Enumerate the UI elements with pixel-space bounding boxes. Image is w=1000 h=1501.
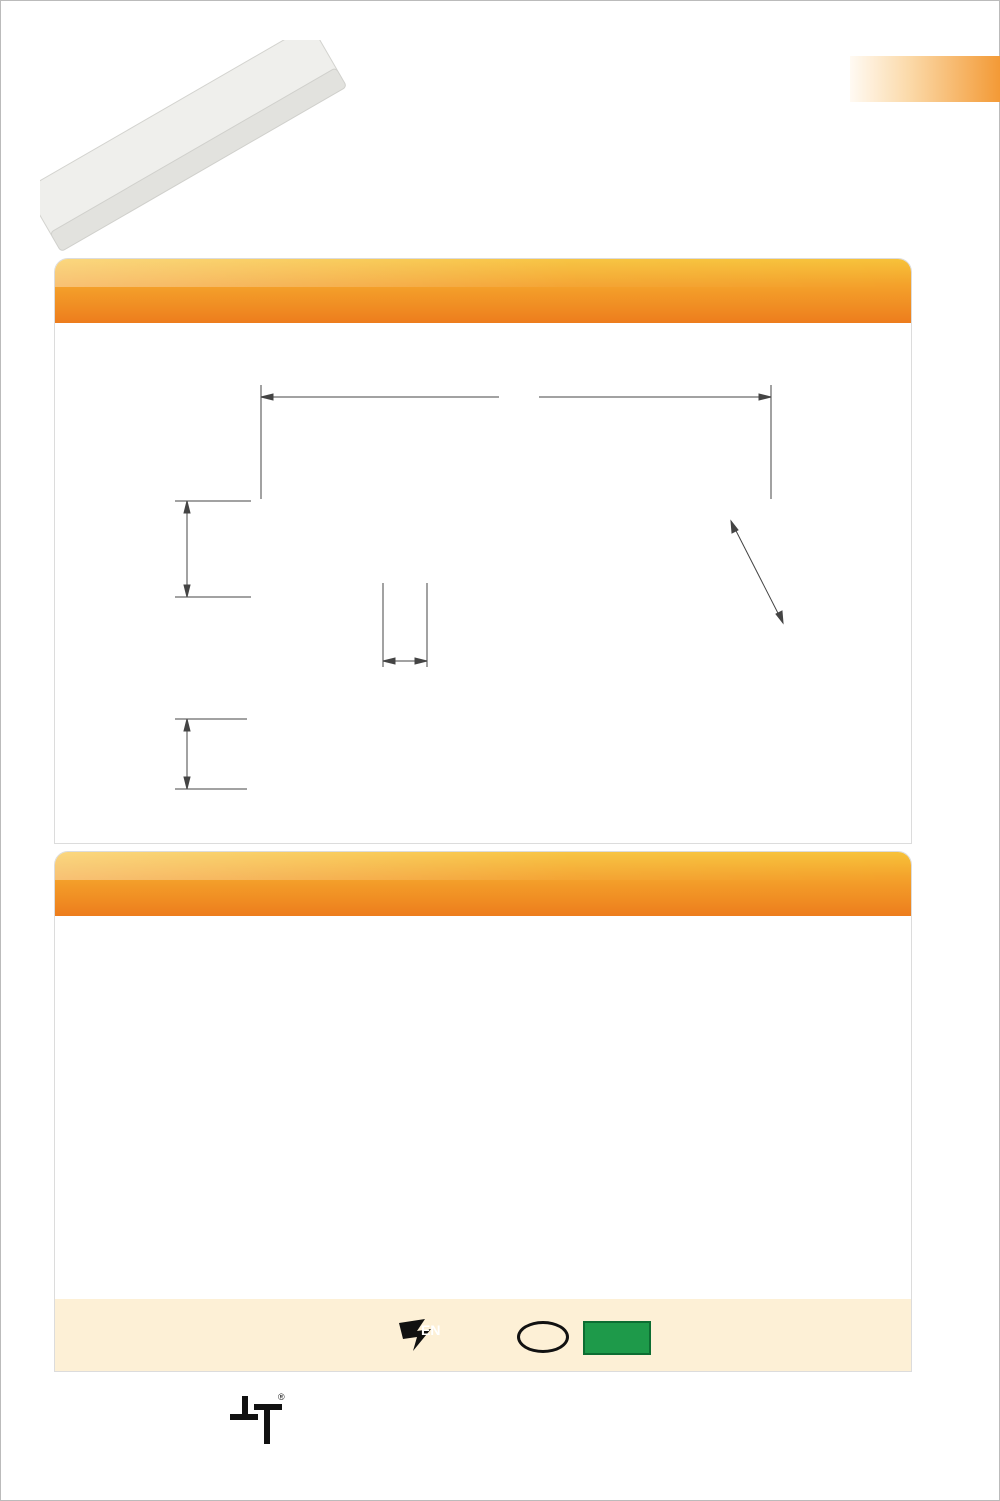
rohs-mark (583, 1321, 651, 1355)
product-photo (40, 40, 360, 260)
tech-panel-header (55, 852, 911, 916)
company-logo (228, 1392, 288, 1448)
svg-text:EN: EN (421, 1322, 441, 1338)
page-tab (850, 56, 1000, 102)
drawing-panel (54, 258, 912, 844)
tech-panel (54, 851, 912, 1372)
enec-mark-icon (395, 1315, 447, 1355)
svg-text:®: ® (278, 1392, 285, 1402)
cqc-mark (517, 1321, 569, 1353)
technical-drawing (55, 323, 911, 843)
certification-strip (55, 1299, 911, 1371)
drawing-panel-header (55, 259, 911, 323)
